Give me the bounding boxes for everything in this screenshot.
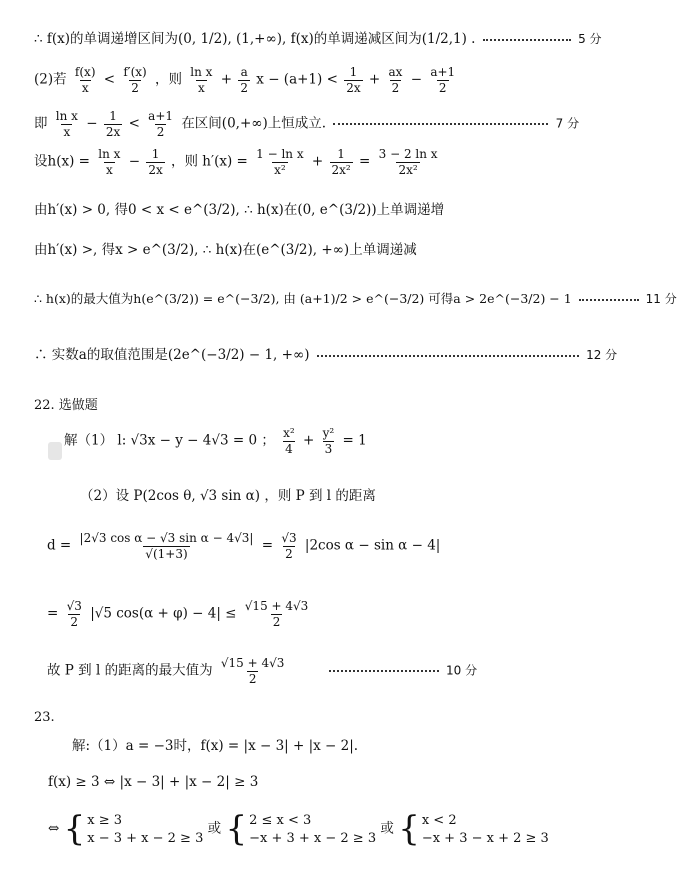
- leader-dots: [317, 355, 579, 357]
- fraction: $\frac{\text{ln x}}{x}$: [190, 65, 213, 95]
- case-system-2: { 2 ≤ x < 3 −x + 3 + x − 2 ≥ 3: [225, 809, 377, 849]
- line-maximum: [34, 293, 677, 306]
- fraction: $\frac{1}{\text{2x²}}$: [331, 147, 351, 177]
- maximum-text: ∴ h(x)的最大值为h(e^(3/2)) = e^(−3/2), 由 (a+1)/2 > e^(−3/2) 可得a > 2e^(−3/2) − 1: [34, 291, 572, 306]
- range-text: ∴ 实数a的取值范围是(2e^(−3/2) − 1, +∞): [34, 347, 310, 363]
- q23-inequality-text: f(x) ≥ 3 ⇔ |x − 3| + |x − 2| ≥ 3: [48, 774, 259, 790]
- le-sign: ≤: [225, 605, 237, 622]
- fraction: $\frac{\text{x²}}{4}$: [283, 426, 295, 456]
- equals-one: = 1: [342, 432, 367, 449]
- line-equation: l: √3x − y − 4√3 = 0 ；: [117, 432, 275, 449]
- abs-expr: |2cos α − sin α − 4|: [304, 537, 441, 554]
- score-12: 12 分: [586, 348, 618, 362]
- leader-dots: [333, 123, 548, 125]
- line-increasing: [34, 204, 444, 218]
- score-10: 10 分: [445, 663, 478, 678]
- derivative-text: ，则 h′(x) =: [171, 153, 248, 170]
- line-q23-part1: [72, 740, 358, 754]
- fraction: $\frac{\text{y²}}{3}$: [322, 426, 335, 456]
- score-11: 11 分: [645, 292, 677, 306]
- lt-sign: <: [103, 71, 116, 88]
- expr-text: x − (a+1) <: [256, 71, 338, 88]
- fraction: $\frac{\text{|2√3 cos α − √3 sin α − 4√3|}}{√(1+3)}$: [79, 531, 254, 561]
- point-p: P(2cos θ, √3 sin α): [133, 488, 261, 504]
- minus-sign: −: [86, 115, 98, 132]
- or-text: 或: [380, 820, 394, 837]
- line-q22-distance: [47, 532, 440, 560]
- minus-sign: −: [410, 71, 423, 88]
- monotonic-text: ∴ f(x)的单调递增区间为(0, 1/2), (1,+∞), f(x)的单调递减区间为(1/2,1) .: [34, 31, 476, 47]
- then-text: ，则: [155, 71, 182, 88]
- question-22-heading: [34, 399, 98, 412]
- plus-sign: +: [220, 71, 233, 88]
- plus-sign: +: [303, 432, 315, 449]
- line-part2-condition: [34, 66, 459, 94]
- part2-label: （2）设: [80, 488, 130, 504]
- leader-dots: [483, 39, 571, 41]
- line-equivalent-inequality: [34, 110, 579, 138]
- d-eq: d =: [47, 537, 72, 554]
- minus-sign: −: [128, 153, 141, 170]
- case-system-1: { x ≥ 3 x − 3 + x − 2 ≥ 3: [63, 809, 204, 849]
- part2-label: (2)若: [34, 71, 67, 88]
- plus-sign: +: [311, 153, 324, 170]
- fraction: $\frac{√3}{2}$: [281, 531, 297, 561]
- score-7: 7 分: [555, 116, 580, 131]
- define-h-text: 设h(x) =: [34, 153, 90, 170]
- fraction: $\frac{\text{ln x}}{x}$: [98, 147, 121, 177]
- line-q22-max: [47, 657, 477, 685]
- line-define-h: [34, 148, 442, 176]
- lt-sign: <: [128, 115, 140, 132]
- line-q22-bound: [47, 600, 312, 628]
- line-range-a: [34, 349, 617, 363]
- eq-sign: =: [261, 537, 274, 554]
- fraction: $\frac{√15 + 4√3}{2}$: [244, 599, 309, 629]
- fraction: $\frac{a}{2}$: [240, 65, 248, 95]
- fraction: $\frac{\text{1 − ln x}}{\text{x²}}$: [256, 147, 304, 177]
- plus-sign: +: [368, 71, 381, 88]
- fraction: $\frac{1}{2x}$: [346, 65, 361, 95]
- q22-title: 22. 选做题: [34, 398, 98, 413]
- q23-title: 23.: [34, 710, 55, 725]
- line-decreasing: [34, 244, 417, 258]
- fraction: $\frac{\text{3 − 2 ln x}}{\text{2x²}}$: [378, 147, 438, 177]
- score-5: 5 分: [578, 32, 602, 46]
- fraction: $\frac{\text{ln x}}{x}$: [55, 109, 78, 139]
- line-q23-cases: [48, 809, 549, 849]
- scan-mark: [48, 442, 62, 460]
- leader-dots: [329, 670, 439, 672]
- leader-dots: [579, 299, 639, 301]
- line-q22-part1: [64, 427, 367, 455]
- ji-text: 即: [34, 115, 48, 132]
- fraction: $\frac{√15 + 4√3}{2}$: [220, 656, 285, 686]
- line-q22-part2: [80, 490, 376, 504]
- part1-label: 解（1）: [64, 432, 114, 449]
- eq-sign: =: [359, 153, 371, 170]
- q23-part1-text: 解:（1）a = −3时，f(x) = |x − 3| + |x − 2|.: [72, 738, 359, 754]
- fraction: $\frac{a+1}{2}$: [148, 109, 174, 139]
- increasing-text: 由h′(x) > 0, 得0 < x < e^(3/2), ∴ h(x)在(0, e^(3/2))上单调递增: [34, 202, 445, 218]
- case-system-3: { x < 2 −x + 3 − x + 2 ≥ 3: [398, 809, 549, 849]
- fraction: $\frac{1}{2x}$: [105, 109, 121, 139]
- fraction: $\frac{ax}{2}$: [388, 65, 403, 95]
- fraction: $\frac{f'(x)}{2}$: [123, 65, 147, 95]
- eq-sign: =: [47, 605, 59, 622]
- question-23-heading: [34, 711, 55, 724]
- iff-sign: ⇔: [48, 820, 60, 837]
- fraction: $\frac{a+1}{2}$: [430, 65, 456, 95]
- distance-text: ，则 P 到 l 的距离: [264, 488, 376, 504]
- interval-text: 在区间(0,+∞)上恒成立.: [181, 115, 327, 132]
- fraction: $\frac{1}{2x}$: [148, 147, 163, 177]
- line-monotonic-intervals: [34, 33, 602, 47]
- fraction: $\frac{f(x)}{x}$: [74, 65, 96, 95]
- fraction: $\frac{√3}{2}$: [66, 599, 82, 629]
- or-text: 或: [207, 820, 222, 837]
- abs-expr: |√5 cos(α + φ) − 4|: [90, 605, 221, 622]
- max-text: 故 P 到 l 的距离的最大值为: [47, 662, 213, 679]
- decreasing-text: 由h′(x) >, 得x > e^(3/2), ∴ h(x)在(e^(3/2), +∞)上单调递减: [34, 242, 417, 258]
- line-q23-inequality: [48, 776, 258, 790]
